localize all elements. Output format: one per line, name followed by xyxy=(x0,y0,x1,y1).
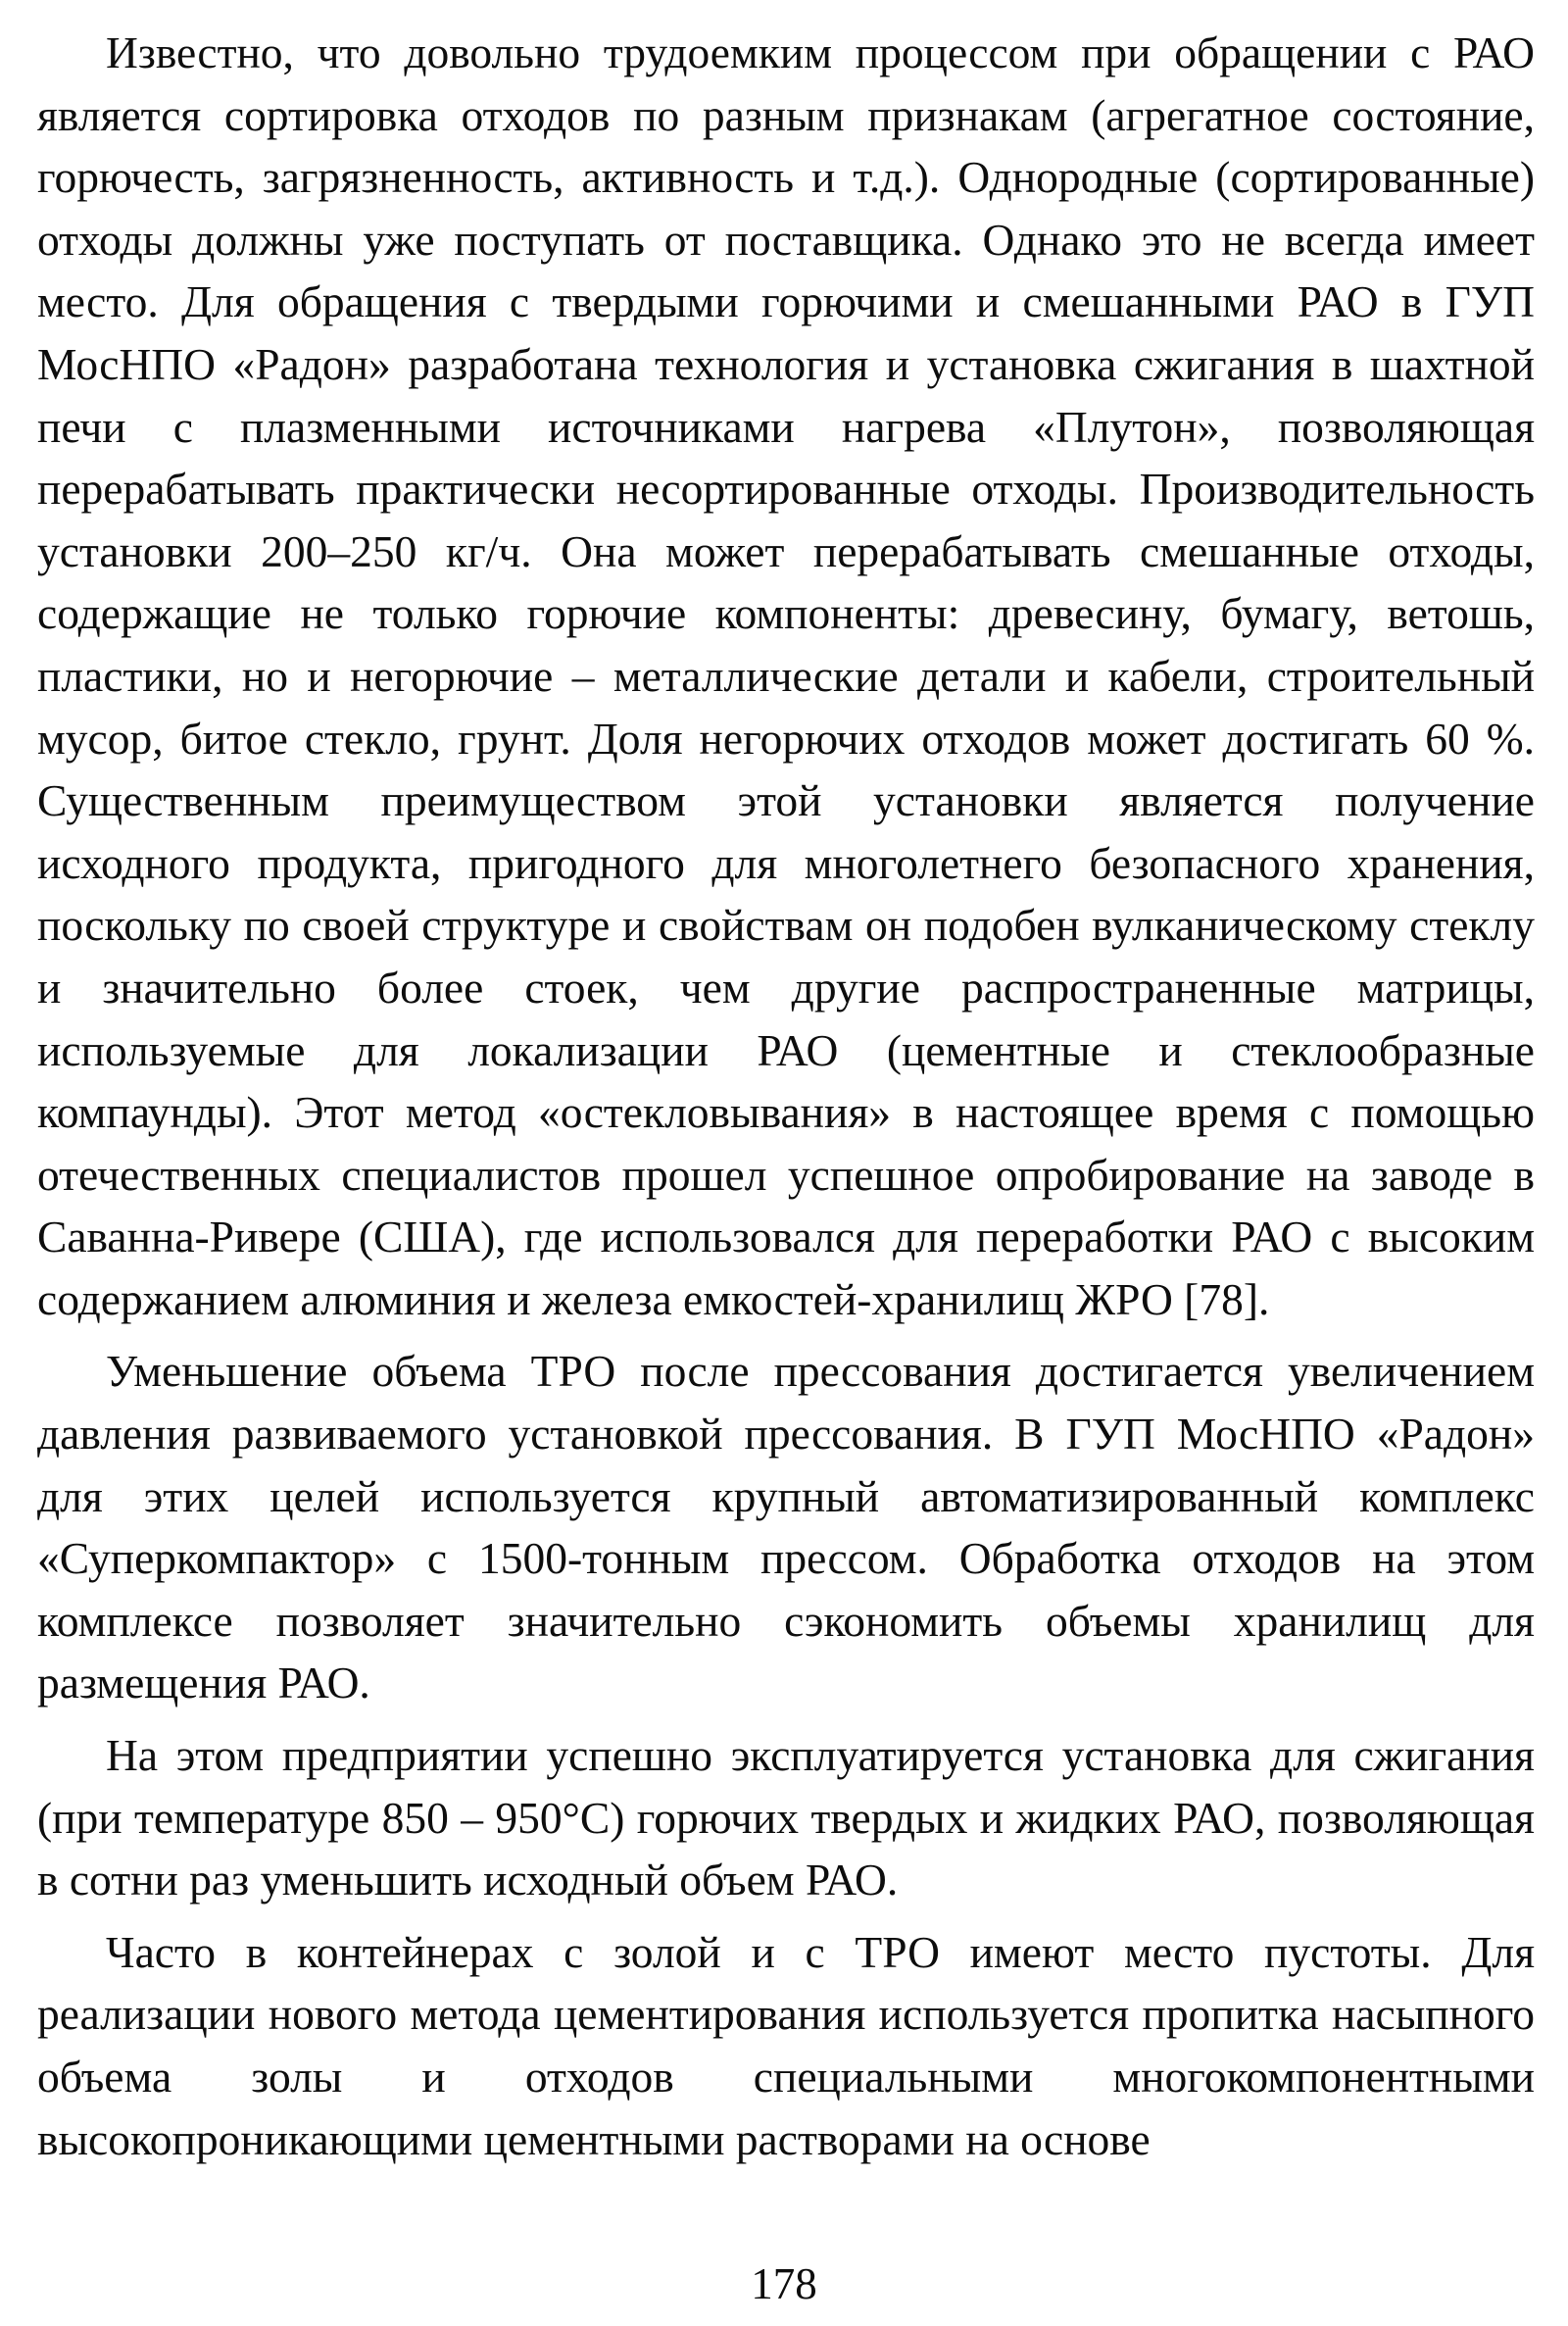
body-text xyxy=(37,22,1535,2180)
paragraph-incineration: На этом предприятии успешно эксплуатируется установка для сжигания (при температуре 850 – 950°С) горючих твердых и жидких РАО, позволяющая в сотни раз уменьшить исходный объем РАО. xyxy=(37,1730,1535,1905)
page-number: 178 xyxy=(751,2259,817,2308)
paragraph-sorting-plasma-furnace: Известно, что довольно трудоемким процессом при обращении с РАО является сортировка отходов по разным признакам (агрегатное состояние, горючесть, загрязненность, активность и т.д.). Однородные (сортированные) отходы должны уже поступать от поставщика. Однако это не всегда имеет место. Для обращения с твердыми горючими и смешанными РАО в ГУП МосНПО «Радон» разработана технология и установка сжигания в шахтной печи с плазменными источниками нагрева «Плутон», позволяющая перерабатывать практически несортированные отходы. Производительность установки 200–250 кг/ч. Она может перерабатывать смешанные отходы, содержащие не только горючие компоненты: древесину, бумагу, ветошь, пластики, но и негорючие – металлические детали и кабели, строительный мусор, битое стекло, грунт. Доля негорючих отходов может достигать 60 %. Существенным преимуществом этой установки является получение исходного продукта, пригодного для многолетнего безопасного хранения, поскольку по своей структуре и свойствам он подобен вулканическому стеклу и значительно более стоек, чем другие распространенные матрицы, используемые для локализации РАО (цементные и стеклообразные компаунды). Этот метод «остекловывания» в настоящее время с помощью отечественных специалистов прошел успешное опробирование на заводе в Саванна-Ривере (США), где использовался для переработки РАО с высоким содержанием алюминия и железа емкостей-хранилищ ЖРО [78]. xyxy=(37,27,1535,1324)
paragraph-cementation: Часто в контейнерах с золой и с ТРО имеют место пустоты. Для реализации нового метода цементирования используется пропитка насыпного объема золы и отходов специальными многокомпонентными высокопроникающими цементными растворами на основе xyxy=(37,1926,1535,2164)
paragraph-supercompactor: Уменьшение объема ТРО после прессования достигается увеличением давления развиваемого установкой прессования. В ГУП МосНПО «Радон» для этих целей используется крупный автоматизированный комплекс «Суперкомпактор» с 1500-тонным прессом. Обработка отходов на этом комплексе позволяет значительно сэкономить объемы хранилищ для размещения РАО. xyxy=(37,1346,1535,1708)
